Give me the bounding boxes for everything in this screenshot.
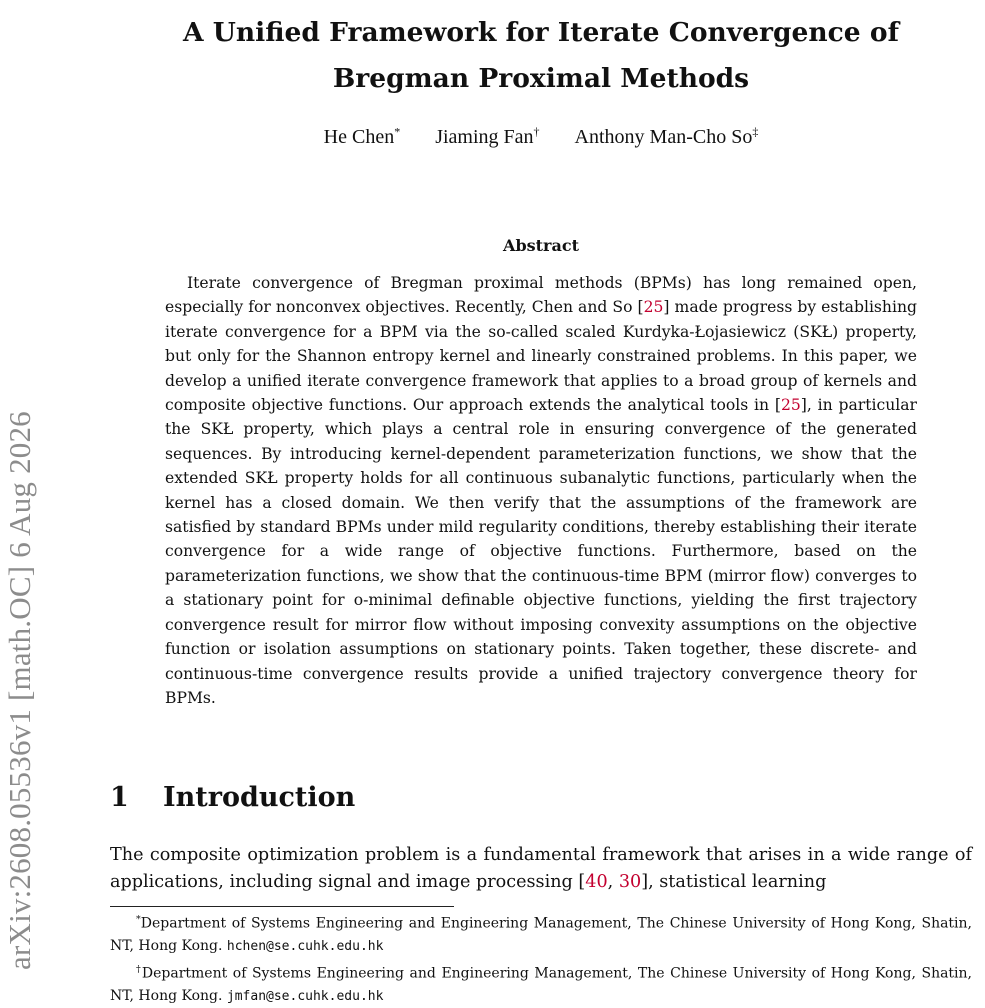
arxiv-identifier: arXiv:2608.05536v1 [math.OC] 6 Aug 2026 (2, 411, 37, 970)
abstract-text: Iterate convergence of Bregman proximal methods (BPMs) has long remained open, especially for nonconvex objectives. Recently, Chen and So [25] made progress by establishing iterate convergence for a BPM via the so-called scaled Kurdyka-Łojasiewicz (SKŁ) property, but only for the Shannon entropy kernel and linearly constrained problems. In this paper, we develop a unified iterate convergence framework that applies to a broad group of kernels and composite objective functions. Our approach extends the analytical tools in [25], in particular the SKŁ property, which plays a central role in ensuring convergence of the generated sequences. By introducing kernel-dependent parameterization functions, we show that the extended SKŁ property holds for all continuous subanalytic functions, particularly when the kernel has a closed domain. We then verify that the assumptions of the framework are satisfied by standard BPMs under mild regularity conditions, thereby establishing their iterate convergence for a wide range of objective functions. Furthermore, based on the parameterization functions, we show that the continuous-time BPM (mirror flow) converges to a stationary point for o-minimal definable objective functions, yielding the first trajectory convergence result for mirror flow without imposing convexity assumptions on the objective function or isolation assumptions on stationary points. Taken together, these discrete- and continuous-time convergence results provide a unified trajectory convergence theory for BPMs. (165, 274, 917, 707)
title-line-2: Bregman Proximal Methods (332, 63, 750, 94)
paper-title (110, 10, 972, 102)
footnote-2: †Department of Systems Engineering and Engineering Management, The Chinese University of Hong Kong, Shatin, NT, Hong Kong. jmfan@se.cuhk.edu.hk (110, 963, 973, 1004)
section-title: Introduction (163, 782, 356, 813)
citation-link[interactable]: 40 (585, 872, 608, 892)
footnote-1: *Department of Systems Engineering and Engineering Management, The Chinese University of Hong Kong, Shatin, NT, Hong Kong. hchen@se.cuhk.edu.hk (110, 914, 972, 955)
author-he-chen: He Chen* (323, 124, 401, 148)
title-line-1: A Unified Framework for Iterate Convergence of (183, 17, 899, 48)
author-list (110, 124, 972, 149)
author-affil-mark[interactable]: † (533, 124, 540, 138)
author-email[interactable]: hchen@se.cuhk.edu.hk (226, 939, 384, 955)
footnotes (110, 909, 972, 1008)
citation-link[interactable]: 30 (618, 872, 642, 892)
author-jiaming-fan: Jiaming Fan† (435, 124, 540, 148)
section-heading-introduction (110, 782, 355, 813)
footnote-mark: † (136, 963, 142, 975)
author-email[interactable]: jmfan@se.cuhk.edu.hk (226, 988, 384, 1004)
footnote-divider (110, 906, 454, 907)
author-anthony-so: Anthony Man-Cho So‡ (574, 124, 759, 148)
abstract-heading: Abstract (503, 236, 579, 255)
footnote-mark: * (136, 914, 141, 925)
author-affil-mark[interactable]: * (394, 124, 401, 138)
citation-link[interactable]: 25 (780, 396, 801, 415)
introduction-text: The composite optimization problem is a fundamental framework that arises in a wide range of applications, including signal and image processing [40, 30], statistical learning (110, 845, 972, 892)
author-affil-mark[interactable]: ‡ (752, 124, 759, 138)
section-number: 1 (110, 782, 129, 813)
citation-link[interactable]: 25 (643, 298, 664, 317)
